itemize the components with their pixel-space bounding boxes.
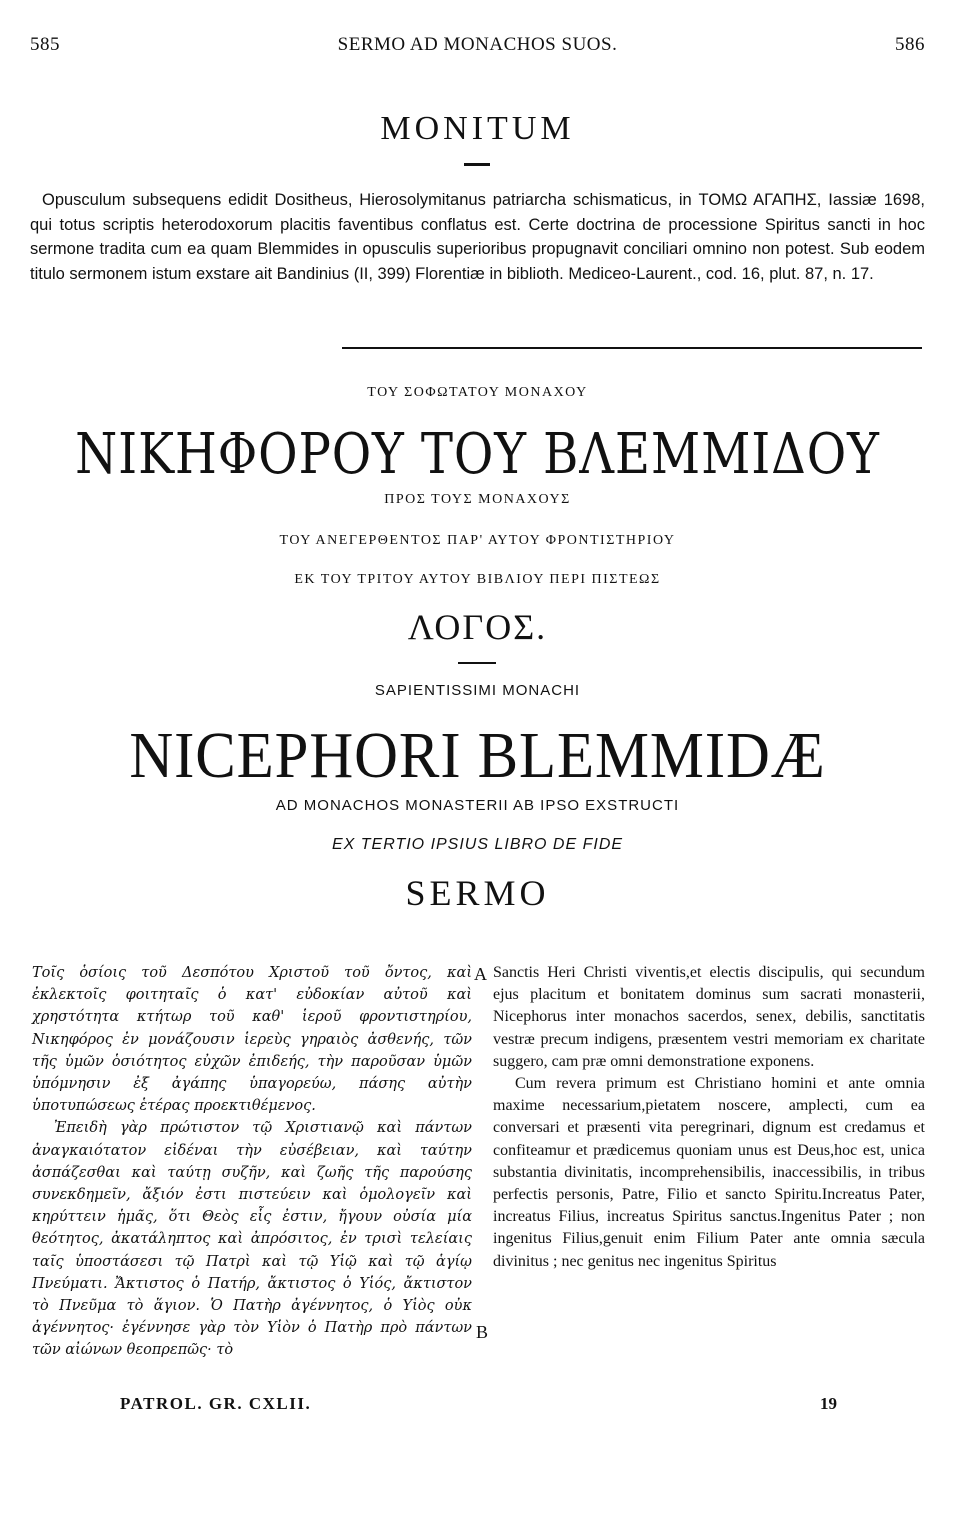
monitum-heading: MONITUM bbox=[380, 110, 575, 147]
footer-series: PATROL. GR. CXLII. bbox=[120, 1394, 312, 1413]
margin-marker-a: A bbox=[474, 964, 487, 984]
latin-author-name: NICEPHORI BLEMMIDÆ bbox=[129, 719, 826, 792]
running-title: SERMO AD MONACHOS SUOS. bbox=[337, 34, 618, 55]
greek-column bbox=[32, 962, 472, 1362]
monitum-rule bbox=[464, 163, 490, 166]
page-number-right: 586 bbox=[895, 34, 925, 55]
latin-paragraph-2: Cum revera primum est Christiano homini et ante omnia maxime necessarium,pietatem noscere, amplecti, cum ea conversari et præsenti vita peregrinari, dignum est credamus et confiteamur et prædicemus quoniam unus est Deus,hoc est, unica substantia divinitatis, incomprehensibilis, inaccessibilis, in tribus perfectis personis, Patre, Filio et sancto Spiritu.Increatus Pater, increatus Filius, increatus Spiritus sanctus.Ingenitus Pater ; non ingenitus Filius,genuit enim Filium Pater ante omnia sæcula divinitus ; nec genitus nec ingenitus Spiritus bbox=[493, 1075, 925, 1270]
greek-title-line-3: ΠΡΟΣ ΤΟΥΣ ΜΟΝΑΧΟΥΣ bbox=[384, 492, 571, 507]
page-number-left: 585 bbox=[30, 34, 60, 55]
title-rule bbox=[458, 662, 496, 664]
latin-column bbox=[493, 962, 925, 1273]
greek-title-line-4: ΤΟΥ ΑΝΕΓΕΡΘΕΝΤΟΣ ΠΑΡ' ΑΥΤΟΥ ΦΡΟΝΤΙΣΤΗΡΙΟΥ bbox=[279, 533, 676, 548]
monitum-paragraph: Opusculum subsequens edidit Dositheus, Hierosolymitanus patriarcha schismaticus, in ΤΟΜΩ ΑΓΑΠΗΣ, Iassiæ 1698, qui totus scriptis heterodoxorum placitis faventibus conflatus est. Certe doctrina de processione Spiritus sancti in hoc sermone tradita cum ea quam Blemmides in opusculis superioribus propugnavit conciliari omnino non potest. Sub eodem titulo sermonem istum exstare ait Bandinius (II, 399) Florentiæ in biblioth. Mediceo-Laurent., cod. 16, plut. 87, n. 17. bbox=[30, 191, 925, 283]
greek-paragraph-2: Ἐπειδὴ γὰρ πρώτιστον τῷ Χριστιανῷ καὶ πάντων ἀναγκαιότατον εἰδέναι τὴν εὐσέβειαν, καὶ ταύτην ἀσπάζεσθαι καὶ ταύτῃ συζῆν, καὶ ζωῆς τῆς παρούσης συνεκδημεῖν, ἄξιόν ἐστι πιστεύειν καὶ ὁμολογεῖν καὶ κηρύττειν ἡμᾶς, ὅτι Θεὸς εἷς ἐστιν, ἤγουν οὐσία μία θεότητος, ἀκατάληπτος καὶ ἀπρόσιτος, ἐν τρισὶ τελείαις ταῖς ὑποστάσεσι τῷ Πατρὶ καὶ τῷ Υἱῷ καὶ τῷ ἁγίῳ Πνεύματι. Ἄκτιστος ὁ Πατήρ, ἄκτιστος ὁ Υἱός, ἄκτιστον τὸ Πνεῦμα τὸ ἅγιον. Ὁ Πατὴρ ἀγέννητος, ὁ Υἱὸς οὐκ ἀγέννητος· ἐγέννησε γὰρ τὸν Υἱὸν ὁ Πατὴρ πρὸ πάντων τῶν αἰώνων θεοπρεπῶς· τὸ bbox=[32, 1120, 472, 1359]
running-header bbox=[30, 34, 925, 56]
latin-title-line-3: AD MONACHOS MONASTERII AB IPSO EXSTRUCTI bbox=[275, 797, 680, 814]
greek-paragraph-1: Τοῖς ὁσίοις τοῦ Δεσπότου Χριστοῦ τοῦ ὄντος, καὶ ἐκλεκτοῖς φοιτηταῖς ὁ κατ' εὐδοκίαν αὐτοῦ καὶ χρηστότητα κτήτωρ τοῦ καθ' ἱεροῦ φροντιστηρίου, Νικηφόρος ἐν μονάζουσιν ἱερεὺς γηραιὸς ἀσθενής, τῶν τῆς ὑμῶν ὁσιότητος εὐχῶν ἐπιδεής, τὴν παροῦσαν ὑμῶν ὑπόμνησιν ἐξ ἀγάπης ὑπαγορεύω, πάσης αὐτὴν ὑποτυπώσεως ἑτέρας προεκτιθέμενος. bbox=[32, 965, 472, 1115]
section-divider bbox=[342, 347, 922, 349]
latin-title-line-4: EX TERTIO IPSIUS LIBRO DE FIDE bbox=[331, 836, 624, 853]
greek-logos: ΛΟΓΟΣ. bbox=[407, 607, 548, 647]
greek-author-name: ΝΙΚΗΦΟΡΟΥ ΤΟΥ ΒΛΕΜΜΙΔΟΥ bbox=[75, 422, 880, 487]
margin-marker-b: B bbox=[476, 1322, 489, 1342]
greek-title-line-1: ΤΟΥ ΣΟΦΩΤΑΤΟΥ ΜΟΝΑΧΟΥ bbox=[367, 385, 588, 400]
latin-title-line-1: SAPIENTISSIMI MONACHI bbox=[374, 682, 581, 699]
latin-paragraph-1: Sanctis Heri Christi viventis,et electis discipulis, qui secundum ejus placitum et bonitatem dominus sum sacrati monasterii, Nicephorus inter monachos sacerdos, senex, debilis, sanctitatis vestræ precum indigens, præsentem vestri memoriam ex charitate suggero, cam præ omni demonstratione exponens. bbox=[493, 964, 925, 1070]
latin-sermo: SERMO bbox=[405, 873, 550, 913]
greek-title-line-5: ΕΚ ΤΟΥ ΤΡΙΤΟΥ ΑΥΤΟΥ ΒΙΒΛΙΟΥ ΠΕΡΙ ΠΙΣΤΕΩΣ bbox=[294, 572, 661, 587]
footer-signature: 19 bbox=[820, 1394, 837, 1413]
